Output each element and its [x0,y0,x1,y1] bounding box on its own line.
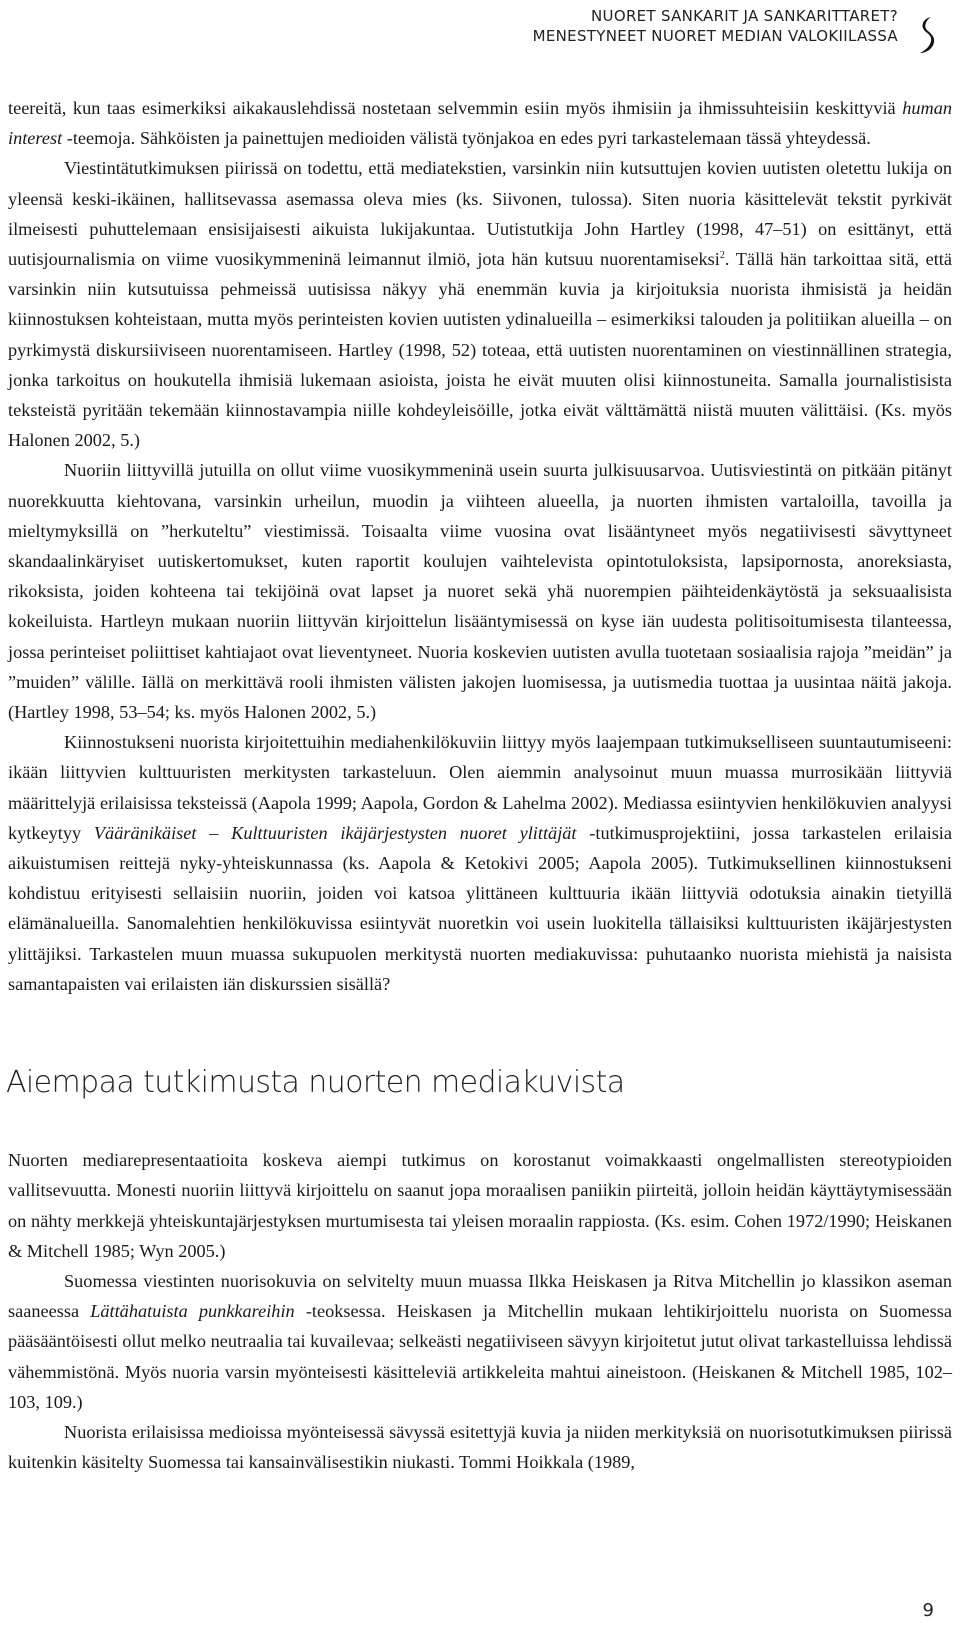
paragraph: teereitä, kun taas esimerkiksi aikakauslehdissä nostetaan selvemmin esiin myös ihmisiin ja ihmissuhteisiin keskittyviä human interest -teemoja. Sähköisten ja painettujen medioiden välistä työnjakoa en edes pyri tarkastelemaan tässä yhteydessä. [8,98,952,149]
running-header-line-1: NUORET SANKARIT JA SANKARITTARET? [591,7,898,25]
running-header [198,6,898,46]
italic-term: human interest [8,98,952,149]
section-mark-icon [916,14,938,56]
section-heading: Aiempaa tutkimusta nuorten mediakuvista [6,1065,625,1101]
paragraph: Kiinnostukseni nuorista kirjoitettuihin mediahenkilökuviin liittyy myös laajempaan tutkimukselliseen suuntautumiseeni: ikään liittyvien kulttuuristen merkitysten tarkasteluun. Olen aiemmin analysoinut muun muassa murrosikään liittyviä määrittelyjä erilaisissa teksteissä (Aapola 1999; Aapola, Gordon & Lahelma 2002). Mediassa esiintyvien henkilökuvien analyysi kytkeytyy Vääränikäiset – Kulttuuristen ikäjärjestysten nuoret ylittäjät -tutkimusprojektiini, jossa tarkastelen erilaisia aikuistumisen reittejä nyky-yhteiskunnassa (ks. Aapola & Ketokivi 2005; Aapola 2005). Tutkimuksellinen kiinnostukseni kohdistuu erityisesti sellaisiin nuoriin, joiden voi katsoa ylittäneen kulttuuria ikään liittyviä odotuksia ainakin tietyillä elämänalueilla. Sanomalehtien henkilökuvissa esiintyvät nuoretkin voi usein luokitella tällaisiksi kulttuuristen ikäjärjestysten ylittäjiksi. Tarkastelen muun muassa sukupuolen merkitystä nuorten mediakuvissa: puhutaanko nuorista miehistä ja naisista samantapaisten vai erilaisten iän diskurssien sisällä? [8,732,952,994]
footnote-reference: 2 [719,249,725,261]
paragraph: Suomessa viestinten nuorisokuvia on selvitelty muun muassa Ilkka Heiskasen ja Ritva Mitchellin jo klassikon aseman saaneessa Lättähatuista punkkareihin -teoksessa. Heiskasen ja Mitchellin mukaan lehtikirjoittelu nuorista on Suomessa pääsääntöisesti ollut melko neutraalia tai kuvailevaa; selkeästi negatiiviseen sävyyn kirjoitetut jutut olivat tarkastelluissa lehdissä vähemmistönä. Myös nuoria varsin myönteisesti käsitteleviä artikkeleita mahtui aineistoon. (Heiskanen & Mitchell 1985, 102–103, 109.) [8,1270,953,1412]
italic-project-title: Vääränikäiset – Kulttuuristen ikäjärjestysten nuoret ylittäjät [93,822,577,843]
italic-book-title: Lättähatuista punkkareihin [90,1301,295,1322]
article-body [8,93,952,1477]
running-header-line-2: MENESTYNEET NUORET MEDIAN VALOKIILASSA [532,27,898,45]
paragraph: Nuorista erilaisissa medioissa myönteisessä sävyssä esitettyjä kuvia ja niiden merkityksiä on nuorisotutkimuksen piirissä kuitenkin käsitelty Suomessa tai kansainvälisestikin niukasti. Tommi Hoikkala (1989, [8,1421,952,1473]
page-number: 9 [922,1600,934,1621]
paragraph: Nuoriin liittyvillä jutuilla on ollut viime vuosikymmeninä usein suurta julkisuusarvoa. Uutisviestintä on pitkään pitänyt nuorekkuutta kiehtovana, varsinkin urheilun, muodin ja viihteen alueella, ja nuorten ihmisten vartaloilla, tavoilla ja mieltymyksillä on ”herkuteltu” viestimissä. Toisaalta viime vuosina ovat lisääntyneet myös negatiivisesti sävyttyneet skandaalinkäryiset uutiskertomukset, kuten raportit koulujen vaihtelevista opintotuloksista, lapsipornosta, anoreksiasta, rikoksista, joiden kohteena tai tekijöinä ovat lapset ja nuoret sekä yhä nuorempien päihteidenkäytöstä ja seksuaalisista kokeiluista. Hartleyn mukaan nuoriin liittyvän kirjoittelun lisääntymisessä on kyse iän uudesta politisoitumisesta tilanteessa, jossa perinteiset poliittiset kahtiajaot ovat lieventyneet. Nuoria koskevien uutisten avulla tuotetaan sosiaalisia rajoja ”meidän” ja ”muiden” välille. Iällä on merkittävä rooli ihmisten välisten jakojen luomisessa, ja uutismedia tuottaa ja uusintaa näitä jakoja. (Hartley 1998, 53–54; ks. myös Halonen 2002, 5.) [8,460,952,723]
paragraph: Nuorten mediarepresentaatioita koskeva aiempi tutkimus on korostanut voimakkaasti ongelmallisten stereotypioiden vallitsevuutta. Monesti nuoriin liittyvä kirjoittelu on saanut jopa moraalisen paniikin piirteitä, jolloin heidän käyttäytymisessään on nähty merkkejä yhteiskuntajärjestyksen murtumisesta tai yleisen moraalin rappiosta. (Ks. esim. Cohen 1972/1990; Heiskanen & Mitchell 1985; Wyn 2005.) [8,1150,952,1261]
paragraph: Viestintätutkimuksen piirissä on todettu, että mediatekstien, varsinkin niin kutsuttujen kovien uutisten oletettu lukija on yleensä keski-ikäinen, hallitsevassa asemassa oleva mies (ks. Siivonen, tulossa). Siten nuoria käsittelevät tekstit pyrkivät ilmeisesti puhuttelemaan ensisijaisesti aikuista lukijakuntaa. Uutistutkija John Hartley (1998, 47–51) on esittänyt, että uutisjournalismia on viime vuosikymmeninä leimannut ilmiö, jota hän kutsuu nuorentamiseksi$^2$. Tällä hän tarkoittaa sitä, että varsinkin niin kutsutuissa pehmeissä uutisissa näkyy yhä enemmän kuvia ja kirjoituksia nuorista ihmisistä ja heidän kiinnostuksen kohteistaan, mutta myös perinteisten kovien uutisten ydinalueilla – esimerkiksi talouden ja politiikan alueilla – on pyrkimystä diskursiiviseen nuorentamiseen. Hartley (1998, 52) toteaa, että uutisten nuorentaminen on viestinnällinen strategia, jonka tarkoitus on houkutella ihmisiä lukemaan asioista, joista he eivät muuten olisi kiinnostuneita. Samalla journalistisista teksteistä pyritään tekemään kiinnostavampia niille kohdeyleisöille, jotka eivät välttämättä niistä muuten välittäisi. (Ks. myös Halonen 2002, 5.) [8,158,952,451]
